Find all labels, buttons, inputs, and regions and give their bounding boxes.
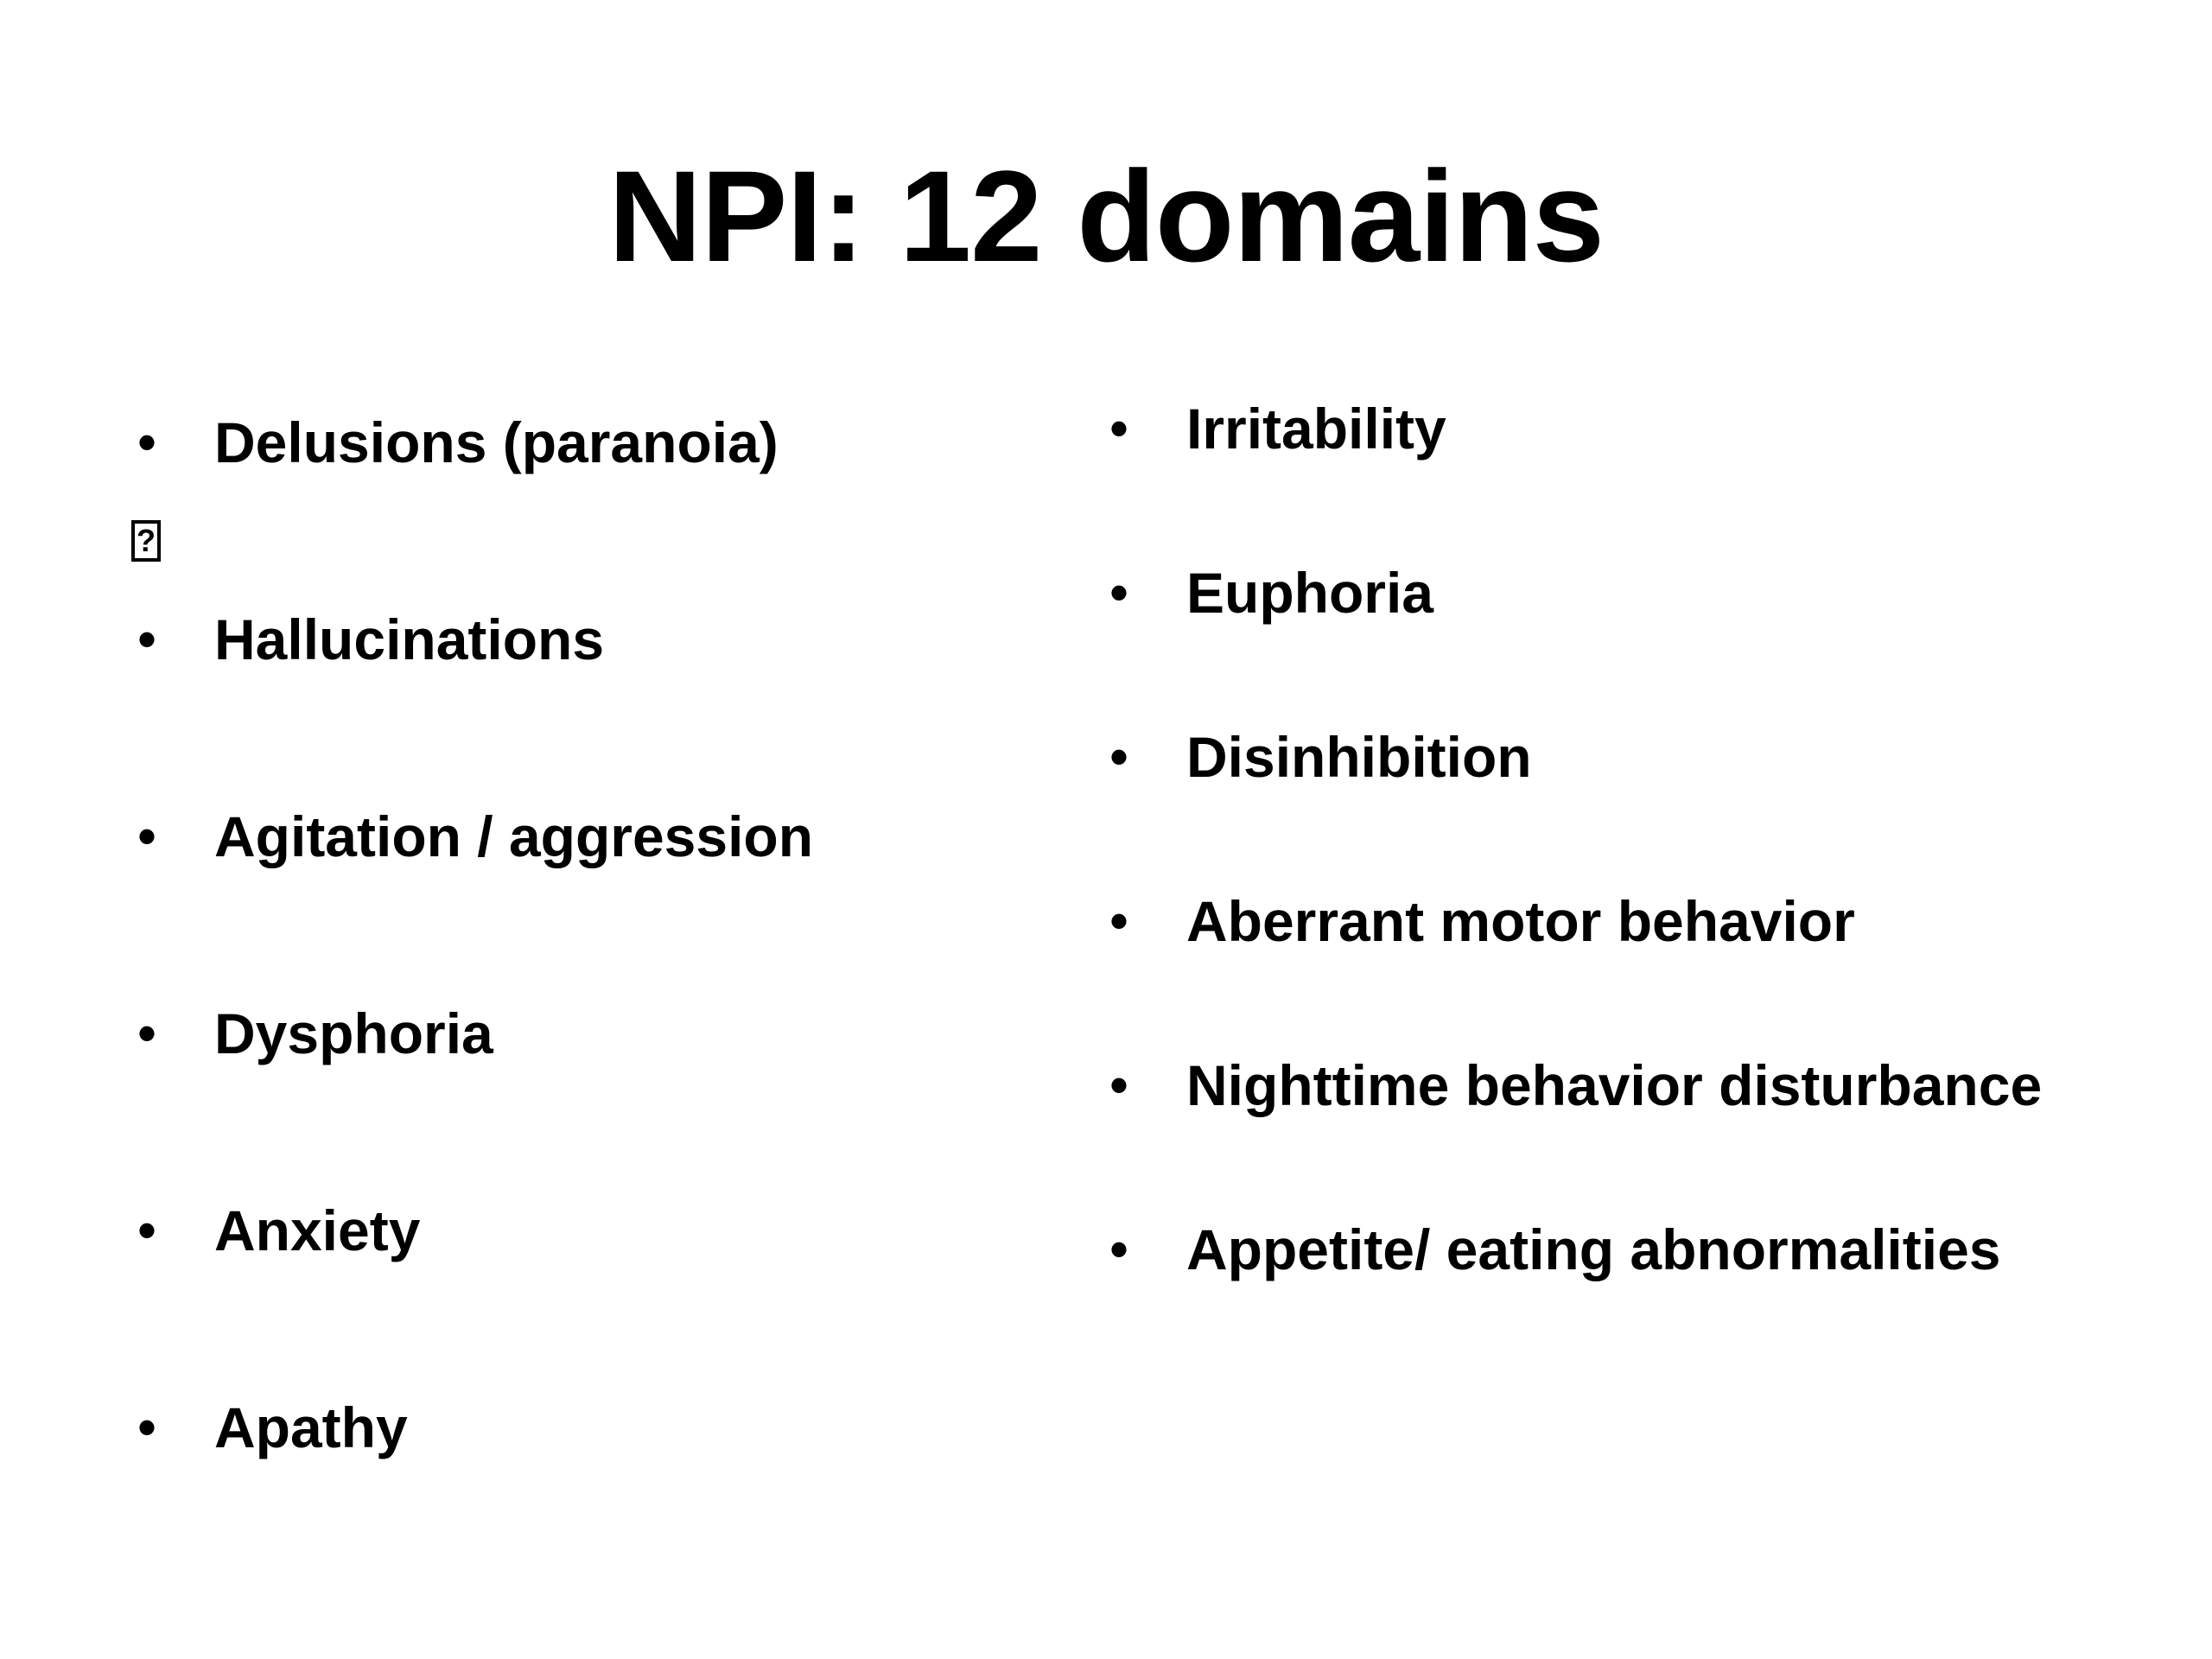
- bullet: •: [1109, 1220, 1128, 1278]
- list-item-label: Euphoria: [1186, 561, 1434, 625]
- list-item-label: Agitation / aggression: [214, 804, 814, 868]
- bullet: •: [1109, 563, 1128, 621]
- list-item-label: Nighttime behavior disturbance: [1186, 1053, 2043, 1117]
- list-item-label: Dysphoria: [214, 1001, 493, 1065]
- bullet: •: [137, 807, 156, 865]
- bullet: •: [137, 1201, 156, 1259]
- slide-title: NPI: 12 domains: [608, 143, 1604, 289]
- list-item-label: Aberrant motor behavior: [1186, 889, 1855, 953]
- bullet: •: [137, 1004, 156, 1062]
- list-item-label: Anxiety: [214, 1198, 421, 1262]
- missing-glyph-icon: ?: [131, 520, 161, 562]
- list-item-label: Delusions (paranoia): [214, 410, 779, 474]
- bullet: •: [1109, 892, 1128, 950]
- list-item-label: Appetite/ eating abnormalities: [1186, 1217, 2001, 1281]
- list-item-label: Apathy: [214, 1395, 408, 1459]
- bullet: •: [137, 413, 156, 471]
- bullet: •: [1109, 1056, 1128, 1114]
- list-item-label: Irritability: [1186, 397, 1446, 461]
- list-item-label: Disinhibition: [1186, 725, 1532, 789]
- bullet: •: [1109, 728, 1128, 785]
- bullet: •: [137, 1398, 156, 1456]
- bullet: •: [1109, 399, 1128, 457]
- bullet: •: [137, 610, 156, 668]
- list-item-label: Hallucinations: [214, 607, 605, 671]
